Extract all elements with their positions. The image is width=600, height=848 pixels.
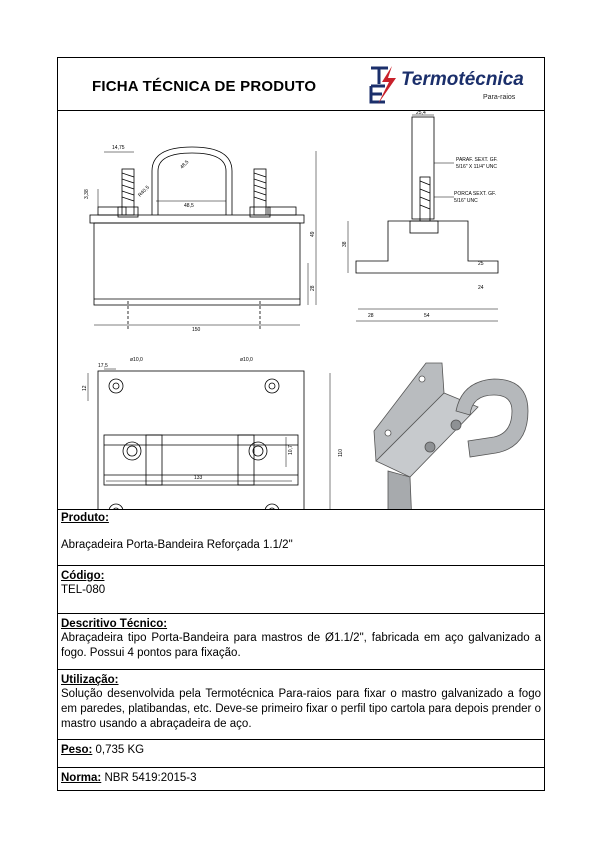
top-view — [88, 369, 330, 509]
lightning-logo-icon — [368, 64, 398, 106]
norma-line — [61, 772, 197, 784]
company-logo — [368, 64, 544, 108]
dim-10-7: 10,7 — [288, 445, 294, 455]
product-render — [374, 363, 528, 509]
dim-14-75: 14,75 — [112, 145, 125, 151]
hole-dia-1: ø10,0 — [130, 357, 143, 363]
dim-r48-5: 48,5 — [179, 159, 191, 171]
dim-133: 133 — [194, 475, 203, 481]
dim-38: 38 — [342, 241, 348, 247]
codigo-value: TEL-080 — [61, 584, 106, 596]
utilizacao-value: Solução desenvolvida pela Termotécnica Para-raios para fixar o mastro galvanizado a fogo em paredes, platibandas, etc. Deve-se primeiro fixar o perfil tipo cartola para depois prender o mastro usando a abraçadeira de aço. — [61, 688, 541, 730]
utilizacao-label: Utilização: — [61, 674, 119, 686]
dim-49: 49 — [310, 231, 316, 237]
logo-name: Termotécnica — [401, 69, 524, 90]
technical-drawing — [58, 111, 544, 510]
dim-24: 24 — [478, 285, 484, 291]
dim-r40-5: R40,5 — [137, 184, 151, 199]
section-norma — [58, 768, 544, 790]
dim-150: 150 — [192, 327, 201, 333]
dim-17-5: 17,5 — [98, 363, 108, 369]
peso-line — [61, 744, 144, 756]
peso-label: Peso: — [61, 744, 93, 756]
note-nut-2: 5/16" UNC — [454, 198, 478, 204]
page-title: FICHA TÉCNICA DE PRODUTO — [92, 78, 317, 95]
drawing-svg — [58, 111, 544, 509]
produto-value: Abraçadeira Porta-Bandeira Reforçada 1.1/2" — [61, 539, 293, 551]
technical-sheet — [57, 57, 545, 791]
dim-3-38: 3,38 — [84, 189, 90, 199]
section-peso — [58, 740, 544, 768]
logo-subtitle: Para-raios — [483, 94, 516, 101]
dim-48-5: 48,5 — [184, 203, 194, 209]
descritivo-value: Abraçadeira tipo Porta-Bandeira para mastros de Ø1.1/2", fabricada em aço galvanizado a fogo. Possui 4 pontos para fixação. — [61, 632, 541, 659]
section-produto — [58, 510, 544, 566]
norma-label: Norma: — [61, 772, 102, 784]
dim-110: 110 — [338, 449, 344, 457]
front-view — [90, 147, 316, 331]
note-bolt-1: PARAF. SEXT. GF. — [456, 157, 498, 163]
sheet-header — [58, 58, 544, 111]
dim-28b: 28 — [368, 313, 374, 319]
codigo-label: Código: — [61, 570, 105, 582]
note-bolt-2: 5/16" X 11/4" UNC — [456, 164, 497, 170]
section-codigo — [58, 566, 544, 614]
hole-dia-2: ø10,0 — [240, 357, 253, 363]
descritivo-label: Descritivo Técnico: — [61, 618, 168, 630]
section-utilizacao — [58, 670, 544, 740]
section-descritivo — [58, 614, 544, 670]
norma-value: NBR 5419:2015-3 — [104, 772, 197, 784]
produto-label: Produto: — [61, 512, 109, 524]
side-view — [348, 115, 498, 321]
dim-54: 54 — [424, 313, 430, 319]
dim-28: 28 — [310, 285, 316, 291]
dim-12: 12 — [82, 385, 88, 391]
peso-value: 0,735 KG — [95, 744, 145, 756]
dim-25: 25 — [478, 261, 484, 267]
note-nut-1: PORCA SEXT. GF. — [454, 191, 496, 197]
dim-25-4: 25,4 — [416, 111, 426, 116]
